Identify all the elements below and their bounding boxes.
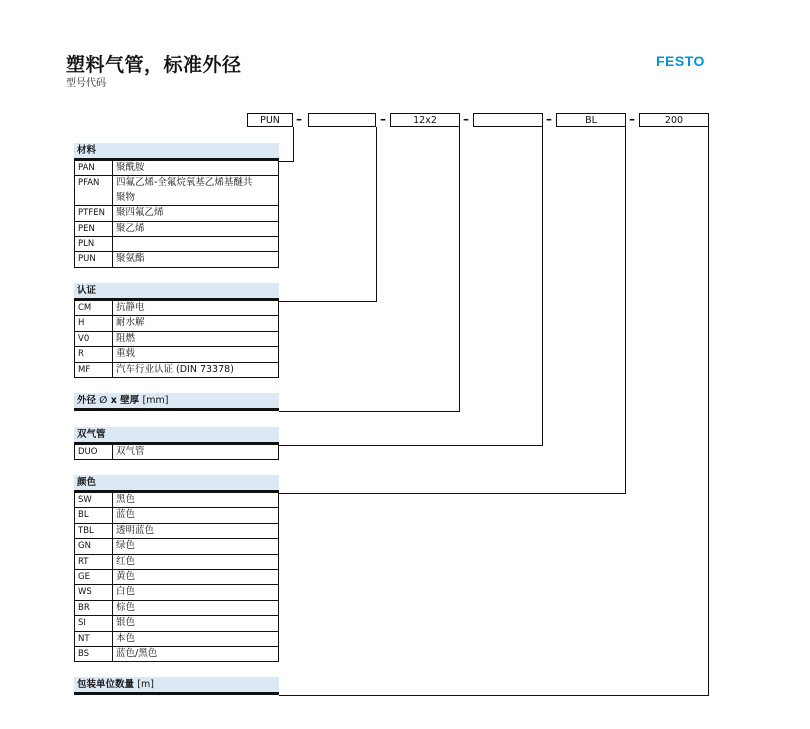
table-row [74, 445, 279, 460]
section-heading-text: 包装单位数量 [77, 679, 135, 690]
code-box-length: 200 [639, 113, 709, 127]
section-heading [74, 677, 279, 695]
row-code: CM [75, 301, 113, 315]
row-desc: 绿色 [116, 540, 136, 552]
row-desc: 蓝色 [116, 509, 136, 521]
row-code: BR [75, 601, 113, 615]
code-separator: – [380, 112, 386, 126]
table-row [74, 524, 279, 539]
table-row [74, 601, 279, 616]
row-code: SW [75, 493, 113, 507]
row-desc: 四氟乙烯-全氟烷氧基乙烯基醚共 [116, 177, 253, 189]
row-code: DUO [75, 445, 113, 459]
section-heading: 材料 [74, 143, 279, 161]
row-code: PEN [75, 222, 113, 236]
page-title: 塑料气管，标准外径 [66, 54, 242, 76]
connector-material [279, 127, 294, 162]
section-certification [74, 283, 279, 378]
section-material [74, 143, 279, 268]
table-row [74, 301, 279, 316]
table-row [74, 191, 279, 206]
section-heading [74, 393, 279, 411]
connector-color [279, 127, 626, 494]
row-desc: 聚物 [116, 191, 136, 203]
page-subtitle: 型号代码 [66, 78, 106, 89]
section-dual [74, 427, 279, 460]
row-code: GN [75, 539, 113, 553]
row-code: NT [75, 632, 113, 646]
row-desc: 黑色 [116, 494, 136, 505]
row-desc: 红色 [116, 555, 136, 567]
row-code: PLN [75, 237, 113, 251]
code-separator: – [629, 112, 635, 126]
row-desc: 抗静电 [116, 302, 145, 313]
section-heading-unit: [m] [137, 679, 154, 690]
table-row [74, 493, 279, 508]
row-desc: 阻燃 [116, 332, 136, 344]
section-heading-text: 外径 ∅ x 壁厚 [77, 395, 140, 406]
table-row [74, 632, 279, 647]
row-desc: 聚氨酯 [116, 253, 145, 265]
connector-certification [279, 127, 377, 302]
row-code: H [75, 316, 113, 330]
row-desc: 聚四氟乙烯 [116, 207, 164, 219]
row-desc: 重载 [116, 348, 136, 360]
table-row [74, 222, 279, 237]
row-code: BL [75, 508, 113, 522]
section-heading-unit: [mm] [142, 395, 169, 406]
row-code: PUN [75, 252, 113, 266]
table-row [74, 237, 279, 252]
code-box-dual [473, 113, 543, 127]
section-packaging [74, 677, 279, 695]
row-desc: 棕色 [116, 601, 136, 613]
code-box-color: BL [556, 113, 626, 127]
table-row [74, 585, 279, 600]
row-desc: 本色 [116, 632, 136, 644]
row-desc: 蓝色/黑色 [116, 648, 158, 660]
row-code: MF [75, 363, 113, 377]
table-row [74, 332, 279, 347]
row-code: R [75, 347, 113, 361]
section-diameter [74, 393, 279, 411]
table-row [74, 363, 279, 378]
code-box-certification [308, 113, 376, 127]
row-desc: 黄色 [116, 571, 136, 583]
table-row [74, 252, 279, 267]
section-heading: 双气管 [74, 427, 279, 445]
table-row [74, 616, 279, 631]
table-row [74, 347, 279, 362]
table-row [74, 570, 279, 585]
code-separator: – [463, 112, 469, 126]
row-code: SI [75, 616, 113, 630]
table-row [74, 316, 279, 331]
code-separator: – [296, 112, 302, 126]
row-code: RT [75, 555, 113, 569]
code-box-diameter: 12x2 [390, 113, 460, 127]
row-code: V0 [75, 332, 113, 346]
row-desc: 聚酰胺 [116, 162, 145, 173]
row-code: WS [75, 585, 113, 599]
connector-dual [279, 127, 543, 446]
connector-length [279, 127, 709, 696]
section-heading: 认证 [74, 283, 279, 301]
table-row [74, 539, 279, 554]
section-heading: 颜色 [74, 475, 279, 493]
connector-diameter [279, 127, 460, 412]
table-row [74, 508, 279, 523]
table-row [74, 161, 279, 176]
row-code: GE [75, 570, 113, 584]
table-row [74, 555, 279, 570]
row-code: PFAN [75, 176, 113, 190]
festo-logo: FESTO [656, 53, 705, 69]
row-code [75, 191, 113, 205]
row-code: TBL [75, 524, 113, 538]
row-desc: 耐水解 [116, 317, 145, 329]
table-row [74, 206, 279, 221]
row-desc: 汽车行业认证 (DIN 73378) [116, 363, 234, 375]
row-desc: 透明蓝色 [116, 524, 155, 536]
row-desc: 银色 [116, 617, 136, 629]
row-desc [113, 237, 116, 251]
row-code: BS [75, 647, 113, 661]
table-row [74, 647, 279, 662]
row-desc: 聚乙烯 [116, 222, 145, 234]
section-color [74, 475, 279, 662]
table-row [74, 176, 279, 190]
row-code: PAN [75, 161, 113, 175]
code-box-material: PUN [247, 113, 293, 127]
code-separator: – [546, 112, 552, 126]
row-code: PTFEN [75, 206, 113, 220]
row-desc: 白色 [116, 586, 136, 598]
row-desc: 双气管 [116, 446, 145, 457]
